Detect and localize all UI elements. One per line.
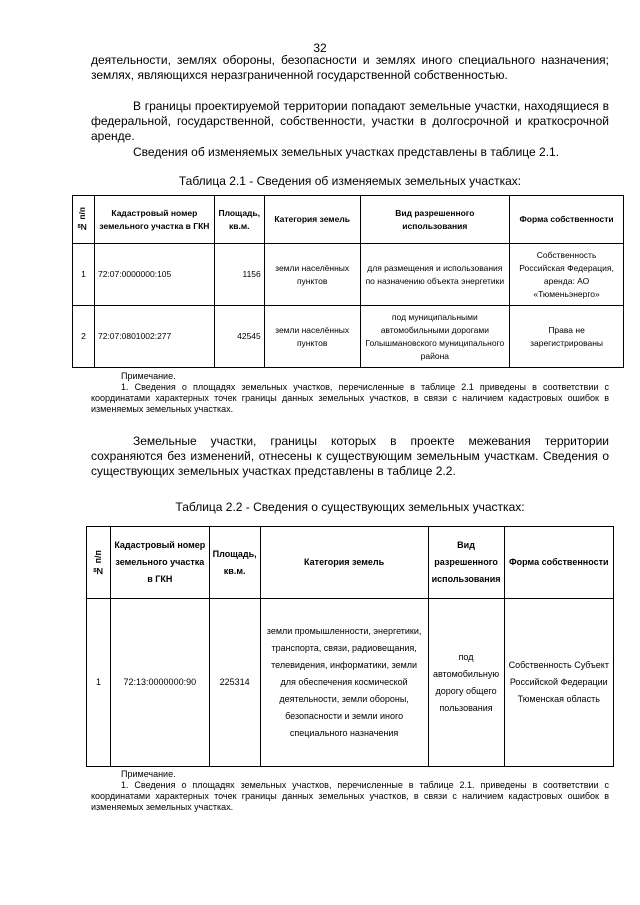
header-cell: Кадастровый номер земельного участка в ГКН <box>111 527 210 599</box>
table-cell: 2 <box>73 306 95 368</box>
table-cell: Собственность Российская Федерация, аренда: АО «Тюменьэнерго» <box>510 244 624 306</box>
table-row <box>73 306 624 368</box>
table-cell: 42545 <box>214 306 264 368</box>
table-cell: для размещения и использования по назначению объекта энергетики <box>360 244 510 306</box>
header-cell: Вид разрешенного использования <box>360 196 510 244</box>
table-cell: под муниципальными автомобильными дорогами Голышмановского муниципального района <box>360 306 510 368</box>
header-cell: Площадь, кв.м. <box>214 196 264 244</box>
header-cell: Категория земель <box>264 196 360 244</box>
table-cell: под автомобильную дорогу общего пользования <box>428 599 504 767</box>
header-cell: Вид разрешенного использования <box>428 527 504 599</box>
table2-note: 1. Сведения о площадях земельных участков, перечисленные в таблице 2.1. приведены в соответствии с координатами характерных точек границы данных земельных участков, в связи с наличием кадастровых ошибок в изменяемых земельных участках. <box>91 780 609 812</box>
table-1 <box>72 195 624 368</box>
paragraph-2: В границы проектируемой территории попадают земельные участки, находящиеся в федеральной, государственной, собственности, участки в долгосрочной и краткосрочной аренде. <box>91 99 609 143</box>
table-header-row <box>73 196 624 244</box>
table2-caption: Таблица 2.2 - Сведения о существующих земельных участках: <box>175 500 525 514</box>
paragraph-4: Земельные участки, границы которых в проекте межевания территории сохраняются без изменений, отнесены к существующим земельным участкам. Сведения о существующих земельных участках представлены в таблице 2.2. <box>91 434 609 478</box>
table-cell: Собственность Субъект Российской Федерации Тюменская область <box>504 599 613 767</box>
table-cell: 72:13:0000000:90 <box>111 599 210 767</box>
table-cell: 225314 <box>209 599 260 767</box>
table-cell: 72:07:0801002:277 <box>94 306 214 368</box>
table-header-row <box>87 527 614 599</box>
header-cell: № п/п <box>73 196 95 244</box>
table-cell: земли населённых пунктов <box>264 244 360 306</box>
table-2 <box>86 526 614 767</box>
table-cell: 1156 <box>214 244 264 306</box>
paragraph-1: деятельности, землях обороны, безопасности и землях иного специального назначения; землях, являющихся неразграниченной государственной собственностью. <box>91 53 609 82</box>
header-cell: Категория земель <box>260 527 428 599</box>
header-cell: Площадь, кв.м. <box>209 527 260 599</box>
paragraph-3: Сведения об изменяемых земельных участках представлены в таблице 2.1. <box>133 145 560 159</box>
page-number: 32 <box>313 41 327 55</box>
table1-caption: Таблица 2.1 - Сведения об изменяемых земельных участках: <box>178 174 522 188</box>
header-cell: № п/п <box>87 527 111 599</box>
table-row <box>87 599 614 767</box>
table-cell: земли промышленности, энергетики, транспорта, связи, радиовещания, телевидения, информатики, земли для обеспечения космической деятельности, земли обороны, безопасности и земли иного специального назначения <box>260 599 428 767</box>
header-cell: Форма собственности <box>510 196 624 244</box>
header-cell: Форма собственности <box>504 527 613 599</box>
table1-note: 1. Сведения о площадях земельных участков, перечисленные в таблице 2.1 приведены в соответствии с координатами характерных точек границы данных земельных участков, в связи с наличием кадастровых ошибок в изменяемых земельных участках. <box>91 382 609 414</box>
table-cell: 72:07:0000000:105 <box>94 244 214 306</box>
table-cell: 1 <box>73 244 95 306</box>
table-cell: земли населённых пунктов <box>264 306 360 368</box>
table-cell: 1 <box>87 599 111 767</box>
table-row <box>73 244 624 306</box>
table2-note-title: Примечание. <box>121 769 176 779</box>
header-cell: Кадастровый номер земельного участка в ГКН <box>94 196 214 244</box>
table-cell: Права не зарегистрированы <box>510 306 624 368</box>
table1-note-title: Примечание. <box>121 371 176 381</box>
